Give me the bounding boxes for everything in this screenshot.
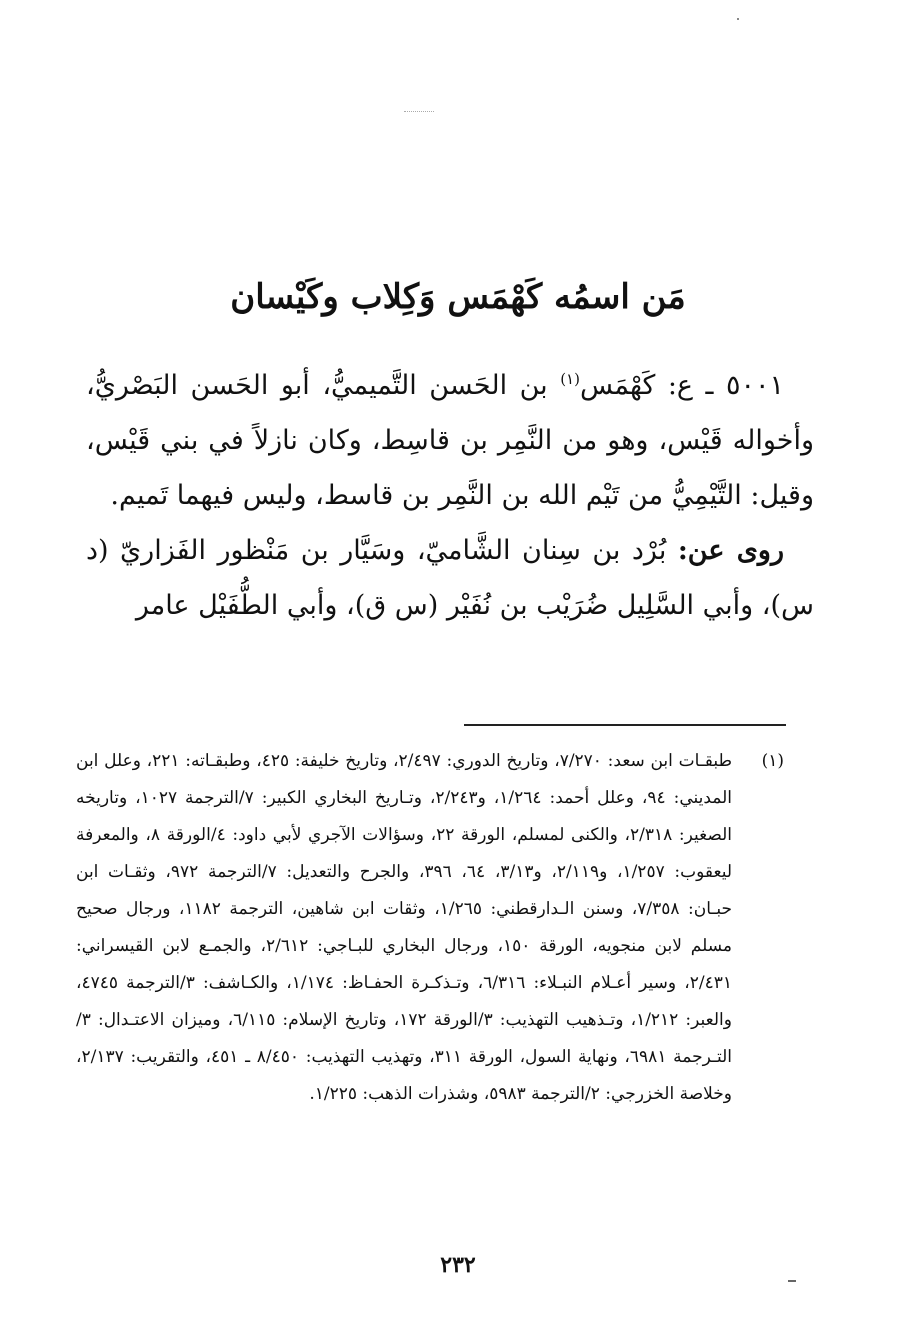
footnote [76,743,784,1113]
entry-paragraph-1 [86,358,814,523]
footnote-text: طبقـات ابن سعد: ٧/٢٧٠، وتاريخ الدوري: ٢/٤٩٧، وتاريخ خليفة: ٤٢٥، وطبقـاته: ٢٢١، وعلل ابن المديني: ٩٤، وعلل أحمد: ١/٢٦٤، و٢/٢٤٣، وتـاريخ البخاري الكبير: ٧/الترجمة ١٠٢٧، وتاريخه الصغير: ٢/٣١٨، والكنى لمسلم، الورقة ٢٢، وسؤالات الآجري لأبي داود: ٤/الورقة ٨، والمعرفة ليعقوب: ١/٢٥٧، و٢/١١٩، و٣/١٣، ٦٤، ٣٩٦، والجرح والتعديل: ٧/الترجمة ٩٧٢، وثقـات ابن حبـان: ٧/٣٥٨، وسنن الـدارقطني: ١/٢٦٥، وثقات ابن شاهين، الترجمة ١١٨٢، ورجال صحيح مسلم لابن منجويه، الورقة ١٥٠، ورجال البخاري للبـاجي: ٢/٦١٢، والجمـع لابن القيسراني: ٢/٤٣١، وسير أعـلام النبـلاء: ٦/٣١٦، وتـذكـرة الحفـاظ: ١/١٧٤، والكـاشف: ٣/الترجمة ٤٧٤٥، والعبر: ١/٢١٢، وتـذهيب التهذيب: ٣/الورقة ١٧٢، وتاريخ الإسلام: ٦/١١٥، وميزان الاعتـدال: ٣/التـرجمة ٦٩٨١، ونهاية السول، الورقة ٣١١، وتهذيب التهذيب: ٨/٤٥٠ ـ ٤٥١، والتقريب: ٢/١٣٧، وخلاصة الخزرجي: ٢/الترجمة ٥٩٨٣، وشذرات الذهب: ١/٢٢٥. [76,751,733,1104]
main-text [86,358,814,633]
entry-paragraph-2 [86,523,814,633]
entry-text-2: بُرْد بن سِنان الشَّاميّ، وسَيَّار بن مَنْظور الفَزاريّ (د س)، وأبي السَّلِيل ضُرَيْب بن نُفَيْر (س ق)، وأبي الطُّفَيْل عامر [86,535,814,621]
page-number: ٢٣٢ [440,1252,476,1278]
footnote-divider [464,724,786,726]
scan-speck [737,18,739,20]
footnote-reference[interactable]: (١) [560,370,580,388]
chapter-title: مَن اسمُه كَهْمَس وَكِلاب وكَيْسان [230,276,686,317]
scan-speck-top [404,111,434,112]
entry-text-1: بن الحَسن التَّميميُّ، أبو الحَسن البَصْريُّ، وأخواله قَيْس، وهو من النَّمِر بن قاسِط، وكان نازلاً في بني قَيْس، وقيل: التَّيْمِيُّ من تَيْم الله بن النَّمِر بن قاسط، وليس فيهما تَميم. [86,370,814,511]
narrated-from-label: روى عن: [677,535,784,566]
entry-name: كَهْمَس [579,370,656,401]
entry-number: ٥٠٠١ ـ ع: [667,370,784,401]
footnote-number: (١) [761,751,784,771]
scan-speck-bottom [788,1280,796,1282]
